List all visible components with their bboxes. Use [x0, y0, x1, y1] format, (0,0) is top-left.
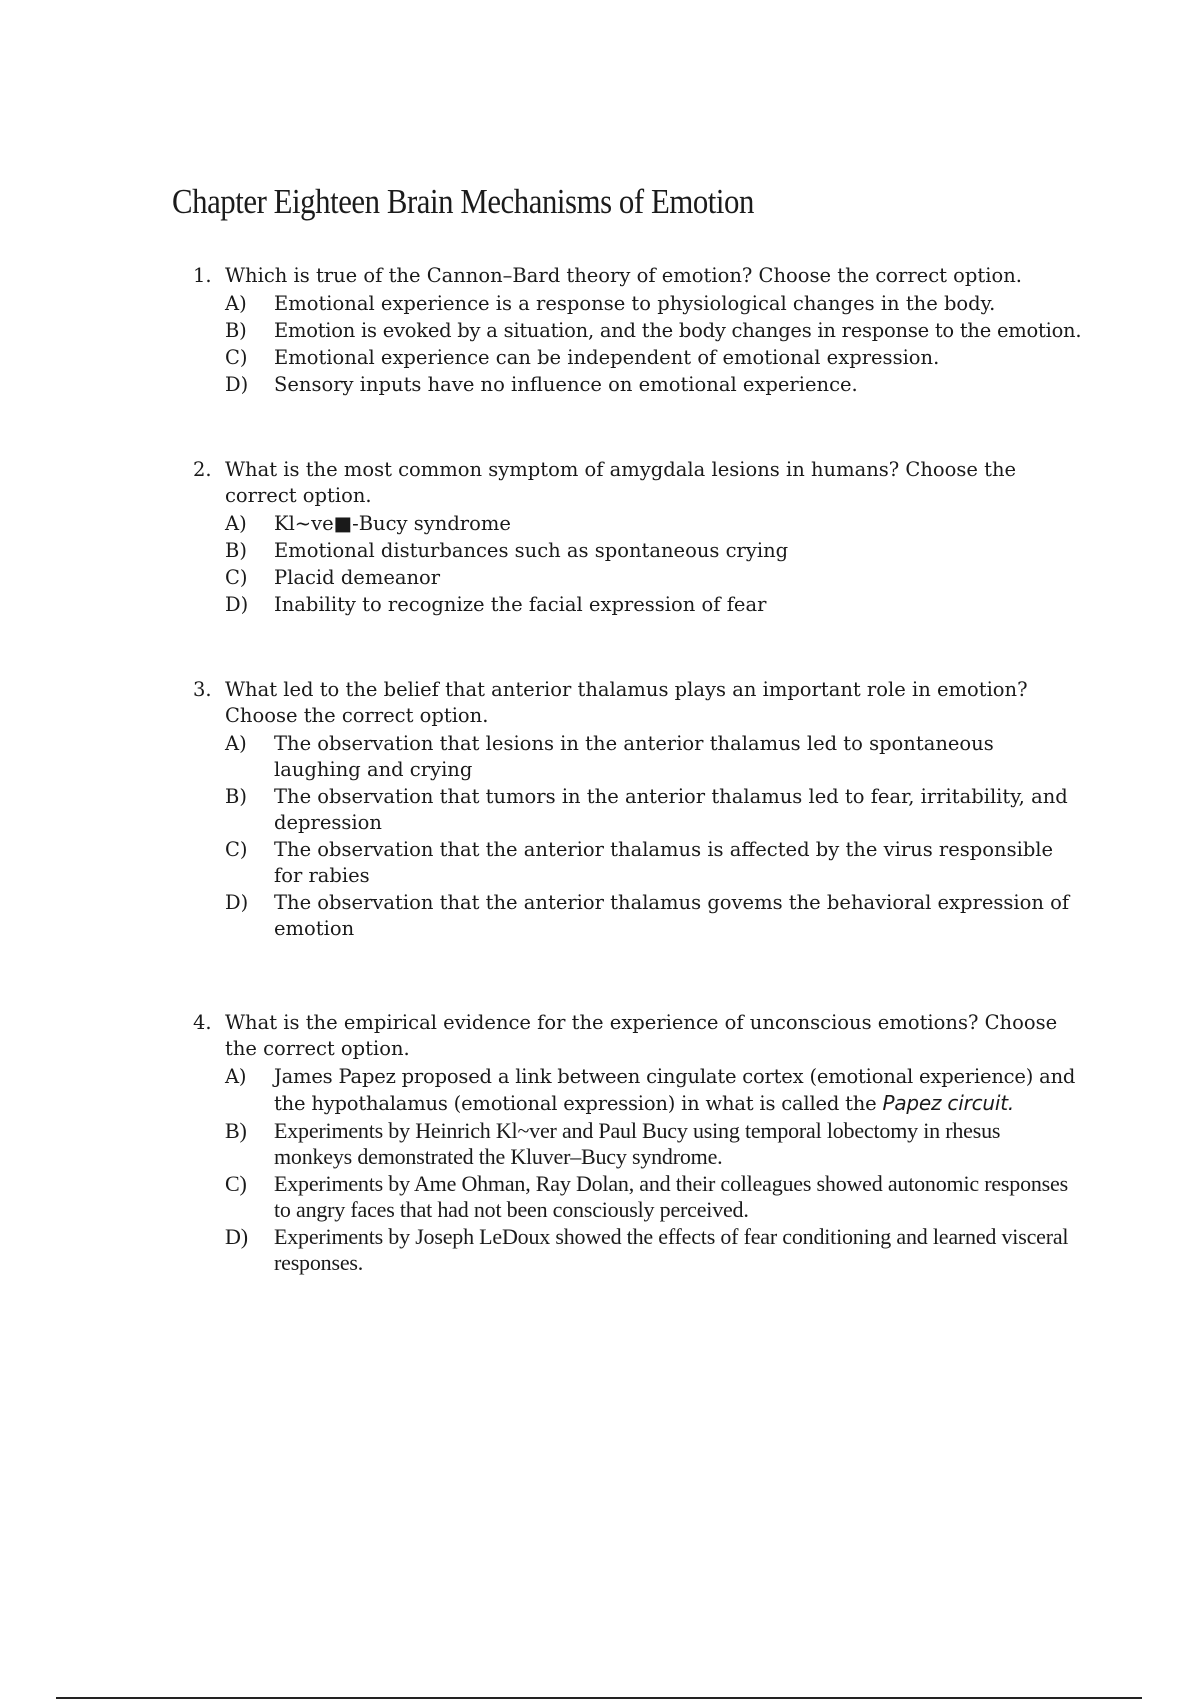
option-text: Emotional experience can be independent of emotional expression. — [274, 346, 940, 369]
question-number: 1. — [193, 264, 212, 287]
option-list — [193, 291, 1083, 398]
question-stem — [193, 1010, 1083, 1062]
option-text: The observation that the anterior thalamus is affected by the virus responsible for rabies — [274, 838, 1054, 887]
question-number: 2. — [193, 458, 212, 481]
option-list — [193, 511, 1083, 618]
option-text: Experiments by Heinrich Kl~ver and Paul Bucy using temporal lobectomy in rhesus monkeys demonstrated the Kluver–Bucy syndrome. — [274, 1118, 1001, 1169]
question-4 — [193, 1010, 1083, 1277]
option-text: Emotional disturbances such as spontaneous crying — [274, 539, 789, 562]
option-letter: C) — [225, 1171, 247, 1196]
option-list — [193, 731, 1083, 942]
option-letter: B) — [225, 785, 247, 808]
chapter-title: Chapter Eighteen Brain Mechanisms of Emotion — [172, 182, 754, 221]
option-text: Experiments by Ame Ohman, Ray Dolan, and their colleagues showed autonomic responses to angry faces that had not been consciously perceived. — [274, 1171, 1068, 1222]
option-text: Sensory inputs have no influence on emotional experience. — [274, 373, 858, 396]
option-letter: D) — [225, 891, 249, 914]
option-list — [193, 1064, 1083, 1276]
option-text: Inability to recognize the facial expression of fear — [274, 593, 767, 616]
option-letter: B) — [225, 319, 247, 342]
option-text: The observation that the anterior thalamus govems the behavioral expression of emotion — [274, 891, 1070, 940]
option-a — [225, 291, 1083, 317]
option-d — [225, 890, 1083, 942]
question-text: What led to the belief that anterior thalamus plays an important role in emotion? Choose the correct option. — [225, 678, 1028, 727]
option-a — [225, 511, 1083, 537]
question-number: 4. — [193, 1011, 212, 1034]
question-number: 3. — [193, 678, 212, 701]
option-text: Emotional experience is a response to physiological changes in the body. — [274, 292, 996, 315]
option-b — [225, 1118, 1083, 1170]
option-b — [225, 784, 1083, 836]
option-c — [225, 837, 1083, 889]
option-d — [225, 372, 1083, 398]
option-text: The observation that lesions in the anterior thalamus led to spontaneous laughing and crying — [274, 732, 994, 781]
option-c — [225, 565, 1083, 591]
question-stem — [193, 677, 1083, 729]
option-letter: C) — [225, 838, 248, 861]
option-text: The observation that tumors in the anterior thalamus led to fear, irritability, and depression — [274, 785, 1068, 834]
option-letter: B) — [225, 539, 247, 562]
bottom-rule — [56, 1697, 1142, 1699]
option-text: Emotion is evoked by a situation, and the body changes in response to the emotion. — [274, 319, 1082, 342]
question-text: Which is true of the Cannon–Bard theory of emotion? Choose the correct option. — [225, 264, 1022, 287]
question-1 — [193, 263, 1083, 399]
question-stem — [193, 457, 1083, 509]
question-stem — [193, 263, 1083, 289]
option-letter: D) — [225, 593, 249, 616]
option-b — [225, 318, 1083, 344]
option-d — [225, 592, 1083, 618]
option-text: Experiments by Joseph LeDoux showed the effects of fear conditioning and learned visceral responses. — [274, 1224, 1069, 1275]
option-d — [225, 1224, 1083, 1276]
question-3 — [193, 677, 1083, 943]
option-letter: B) — [225, 1118, 247, 1143]
question-text: What is the most common symptom of amygdala lesions in humans? Choose the correct option. — [225, 458, 1017, 507]
option-letter: C) — [225, 346, 248, 369]
option-letter: D) — [225, 373, 249, 396]
option-b — [225, 538, 1083, 564]
option-letter: A) — [225, 1065, 247, 1088]
option-text: Kl~ve■-Bucy syndrome — [274, 512, 511, 535]
option-c — [225, 1171, 1083, 1223]
option-letter: A) — [225, 732, 247, 755]
question-2 — [193, 457, 1083, 619]
option-a — [225, 731, 1083, 783]
option-letter: D) — [225, 1224, 248, 1249]
option-a — [225, 1064, 1083, 1117]
option-c — [225, 345, 1083, 371]
option-letter: A) — [225, 512, 247, 535]
option-text: James Papez proposed a link between cingulate cortex (emotional experience) and the hypothalamus (emotional expression) in what is called the — [274, 1065, 1076, 1115]
option-letter: C) — [225, 566, 248, 589]
option-letter: A) — [225, 292, 247, 315]
option-emphasis: Papez circuit. — [882, 1091, 1015, 1115]
option-text: Placid demeanor — [274, 566, 441, 589]
question-text: What is the empirical evidence for the experience of unconscious emotions? Choose the correct option. — [225, 1011, 1058, 1060]
